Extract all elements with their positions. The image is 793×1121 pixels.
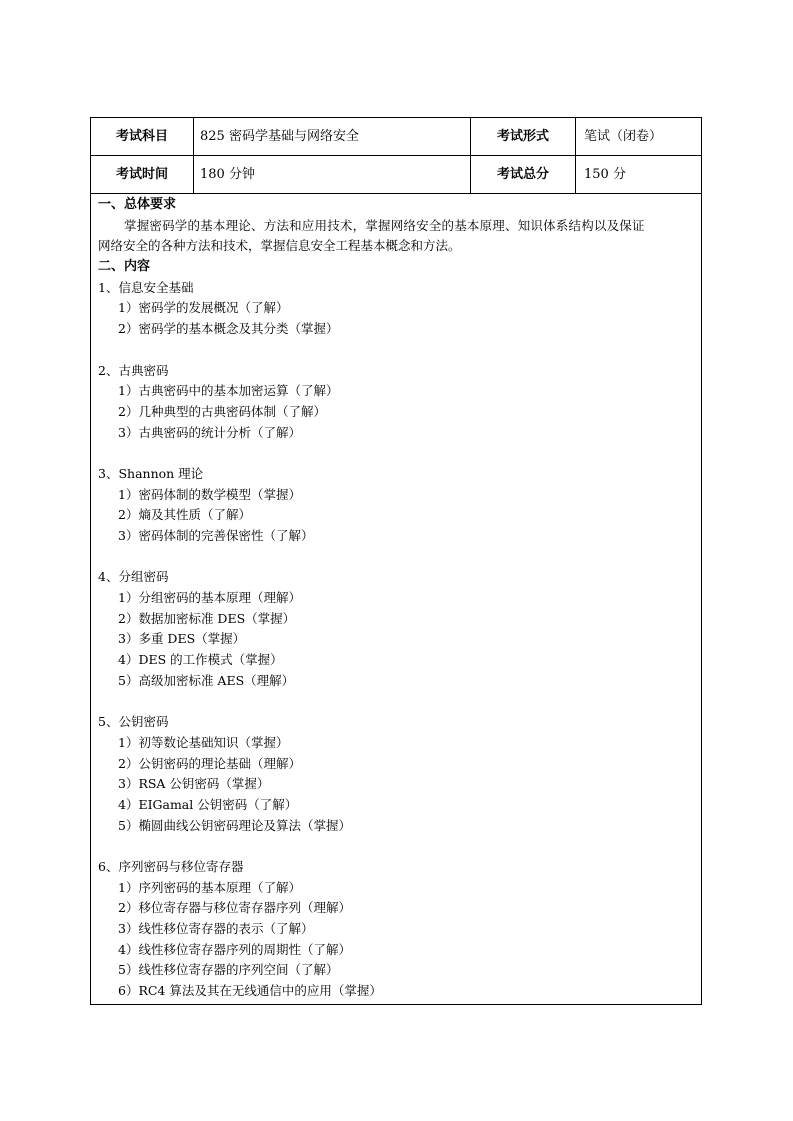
- requirements-text-line-2: 网络安全的各种方法和技术，掌握信息安全工程基本概念和方法。: [98, 238, 461, 254]
- section-title: 5、公钥密码: [98, 714, 169, 730]
- section-item: 3）密码体制的完善保密性（了解）: [118, 528, 314, 543]
- content-sections: [98, 278, 695, 1002]
- header-row-2: [91, 156, 701, 194]
- exam-syllabus-table: [90, 117, 702, 1005]
- subject-value: 825 密码学基础与网络安全: [194, 118, 471, 155]
- format-label: 考试形式: [471, 118, 576, 155]
- section-item: 2）几种典型的古典密码体制（了解）: [118, 403, 326, 419]
- section-item: 2）移位寄存器与移位寄存器序列（理解）: [118, 900, 351, 916]
- section-item: 4）线性移位寄存器序列的周期性（了解）: [118, 941, 351, 957]
- section-spacer: [98, 692, 695, 713]
- syllabus-body: [91, 195, 701, 1002]
- section-item: 6）RC4 算法及其在无线通信中的应用（掌握）: [118, 983, 382, 999]
- section-item: 2）数据加密标准 DES（掌握）: [118, 610, 296, 626]
- section-item: 2）公钥密码的理论基础（理解）: [118, 755, 301, 771]
- section-item: 5）椭圆曲线公钥密码理论及算法（掌握）: [118, 817, 351, 833]
- section-title: 6、序列密码与移位寄存器: [98, 859, 244, 874]
- section-item: 3）RSA 公钥密码（掌握）: [118, 776, 270, 792]
- section-item: 5）线性移位寄存器的序列空间（了解）: [118, 962, 339, 978]
- subject-label: 考试科目: [91, 118, 194, 155]
- score-value: 150 分: [584, 167, 626, 182]
- section-item: 1）初等数论基础知识（掌握）: [118, 734, 289, 750]
- section-item: 1）分组密码的基本原理（理解）: [118, 590, 301, 606]
- requirements-title: 一、总体要求: [98, 197, 177, 212]
- section-item: 4）EIGamal 公钥密码（了解）: [118, 796, 298, 812]
- format-value: 笔试（闭卷）: [584, 129, 663, 144]
- time-label: 考试时间: [91, 156, 194, 193]
- section-item: 2）熵及其性质（了解）: [118, 507, 251, 523]
- content-title: 二、内容: [98, 259, 151, 275]
- requirements-text-line-1: 掌握密码学的基本理论、方法和应用技术，掌握网络安全的基本原理、知识体系结构以及保证: [124, 217, 645, 233]
- section-spacer: [98, 340, 695, 361]
- section-title: 2、古典密码: [98, 362, 169, 378]
- section-item: 1）密码体制的数学模型（掌握）: [118, 486, 301, 502]
- header-row-1: [91, 118, 701, 156]
- section-title: 1、信息安全基础: [98, 279, 194, 295]
- section-spacer: [98, 443, 695, 464]
- time-value: 180 分钟: [194, 156, 471, 193]
- section-title: 3、Shannon 理论: [98, 465, 204, 481]
- section-item: 3）线性移位寄存器的表示（了解）: [118, 921, 314, 937]
- section-item: 1）古典密码中的基本加密运算（了解）: [118, 383, 339, 399]
- section-spacer: [98, 836, 695, 857]
- section-item: 1）密码学的发展概况（了解）: [118, 300, 289, 316]
- section-item: 2）密码学的基本概念及其分类（掌握）: [118, 321, 339, 337]
- section-item: 1）序列密码的基本原理（了解）: [118, 879, 301, 895]
- score-label: 考试总分: [471, 156, 576, 193]
- section-spacer: [98, 547, 695, 568]
- section-item: 5）高级加密标准 AES（理解）: [118, 672, 295, 688]
- section-item: 3）多重 DES（掌握）: [118, 631, 246, 647]
- section-title: 4、分组密码: [98, 569, 169, 585]
- section-item: 3）古典密码的统计分析（了解）: [118, 424, 301, 440]
- section-item: 4）DES 的工作模式（掌握）: [118, 652, 283, 668]
